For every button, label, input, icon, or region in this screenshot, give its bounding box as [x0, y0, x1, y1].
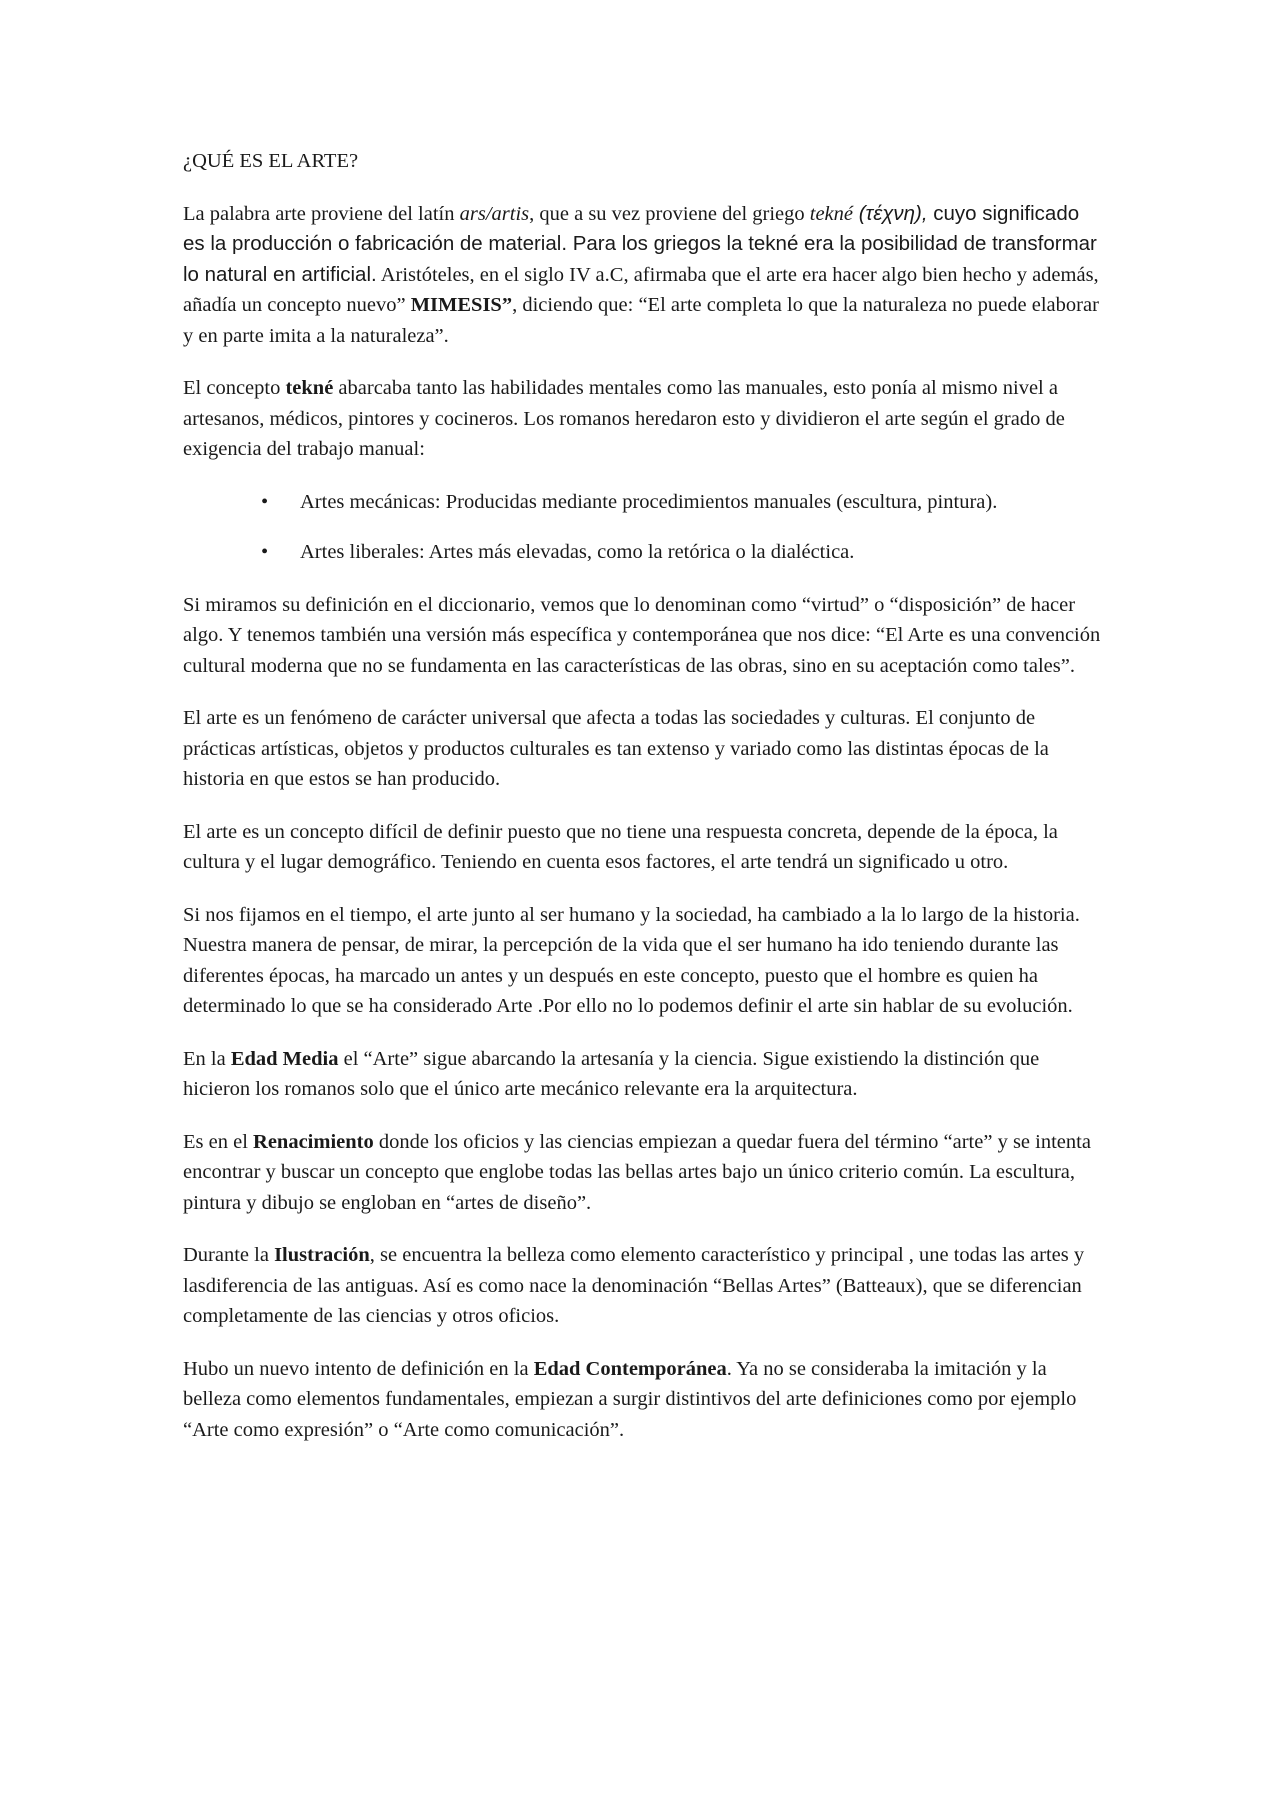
- bullet-icon: •: [261, 541, 269, 563]
- text-run: , diciendo que: “El arte completa lo que la naturaleza no puede elaborar y en parte imita a la naturaleza”.: [183, 294, 1099, 347]
- bullet-list: [183, 487, 1103, 568]
- greek-term: (τέχνη),: [853, 201, 928, 225]
- page-title: ¿QUÉ ES EL ARTE?: [183, 150, 359, 172]
- list-item-text: Artes liberales: Artes más elevadas, como la retórica o la dialéctica.: [300, 541, 855, 563]
- text-run: Hubo un nuevo intento de definición en la: [183, 1357, 534, 1380]
- text-run: Aristóteles, en el siglo IV a.C, afirmaba que el arte era hacer algo bien hecho y además, añadía un concepto nuevo”: [183, 263, 1099, 316]
- document-body: [183, 146, 1103, 1467]
- text-run: Es en el: [183, 1130, 254, 1153]
- bold-term: Ilustración: [274, 1244, 370, 1266]
- bullet-icon: •: [261, 490, 269, 513]
- paragraph-time: Si nos fijamos en el tiempo, el arte junto al ser humano y la sociedad, ha cambiado a la lo largo de la historia. Nuestra manera de pensar, de mirar, la percepción de la vida que el ser humano ha ido teniendo durante las diferentes épocas, ha marcado un antes y un después en este concepto, puesto que el hombre es quien ha determinado lo que se ha considerado Arte .Por ello no lo podemos definir el arte sin hablar de su evolución.: [183, 903, 1080, 1017]
- paragraph-dictionary: Si miramos su definición en el diccionario, vemos que lo denominan como “virtud” o “disposición” de hacer algo. Y tenemos también una versión más específica y contemporánea que nos dice: “El Arte es una convención cultural moderna que no se fundamenta en las características de las obras, sino en su aceptación como tales”.: [183, 593, 1101, 677]
- text-run: Durante la: [183, 1244, 275, 1266]
- text-run: . Ya no se consideraba la imitación y la belleza como elementos fundamentales, empiezan a surgir distintivos del arte definiciones como por ejemplo “Arte como expresión” o “Arte como comunicación”.: [183, 1357, 1077, 1441]
- paragraph-edad-media: [183, 1044, 1103, 1105]
- list-item-text: Artes mecánicas: Producidas mediante procedimientos manuales (escultura, pintura).: [300, 490, 998, 513]
- list-item: [183, 487, 1103, 518]
- paragraph-difficult: El arte es un concepto difícil de definir puesto que no tiene una respuesta concreta, depende de la época, la cultura y el lugar demográfico. Teniendo en cuenta esos factores, el arte tendrá un significado u otro.: [183, 820, 1058, 873]
- text-run: donde los oficios y las ciencias empiezan a quedar fuera del término “arte” y se intenta encontrar y buscar un concepto que englobe todas las bellas artes bajo un único criterio común. La escultura, pintura y dibujo se engloban en “artes de diseño”.: [183, 1130, 1091, 1214]
- text-run: , que a su vez proviene del griego: [529, 202, 810, 225]
- text-run: En la: [183, 1047, 231, 1070]
- bold-term: Renacimiento: [253, 1130, 374, 1153]
- sans-text-run: cuyo significado es la producción o fabricación de material. Para los griegos la tekné era la posibilidad de transformar lo natural en artificial.: [183, 201, 1097, 286]
- bold-term: Edad Contemporánea: [533, 1357, 727, 1380]
- italic-term: ars/artis: [459, 202, 530, 225]
- paragraph-etymology: [183, 199, 1103, 352]
- paragraph-renacimiento: [183, 1127, 1103, 1219]
- text-run: La palabra arte proviene del latín: [183, 202, 460, 225]
- text-run: abarcaba tanto las habilidades mentales como las manuales, esto ponía al mismo nivel a artesanos, médicos, pintores y cocineros. Los romanos heredaron esto y dividieron el arte según el grado de exigencia del trabajo manual:: [183, 377, 1065, 460]
- paragraph-tekne: [183, 373, 1103, 465]
- paragraph-ilustracion: [183, 1240, 1103, 1332]
- text-run: , se encuentra la belleza como elemento característico y principal , une todas las artes y lasdiferencia de las antiguas. Así es como nace la denominación “Bellas Artes” (Batteaux), que se diferencian completamente de las ciencias y otros oficios.: [183, 1244, 1085, 1327]
- paragraph-contemporanea: [183, 1354, 1103, 1446]
- italic-term: tekné: [809, 202, 854, 225]
- paragraph-universal: El arte es un fenómeno de carácter universal que afecta a todas las sociedades y culturas. El conjunto de prácticas artísticas, objetos y productos culturales es tan extenso y variado como las distintas épocas de la historia en que estos se han producido.: [183, 707, 1049, 790]
- bold-term: MIMESIS”: [410, 294, 513, 316]
- bold-term: tekné: [285, 377, 334, 399]
- list-item: [183, 537, 1103, 568]
- text-run: el “Arte” sigue abarcando la artesanía y la ciencia. Sigue existiendo la distinción que hicieron los romanos solo que el único arte mecánico relevante era la arquitectura.: [183, 1047, 1040, 1100]
- bold-term: Edad Media: [230, 1047, 339, 1070]
- text-run: El concepto: [183, 377, 286, 399]
